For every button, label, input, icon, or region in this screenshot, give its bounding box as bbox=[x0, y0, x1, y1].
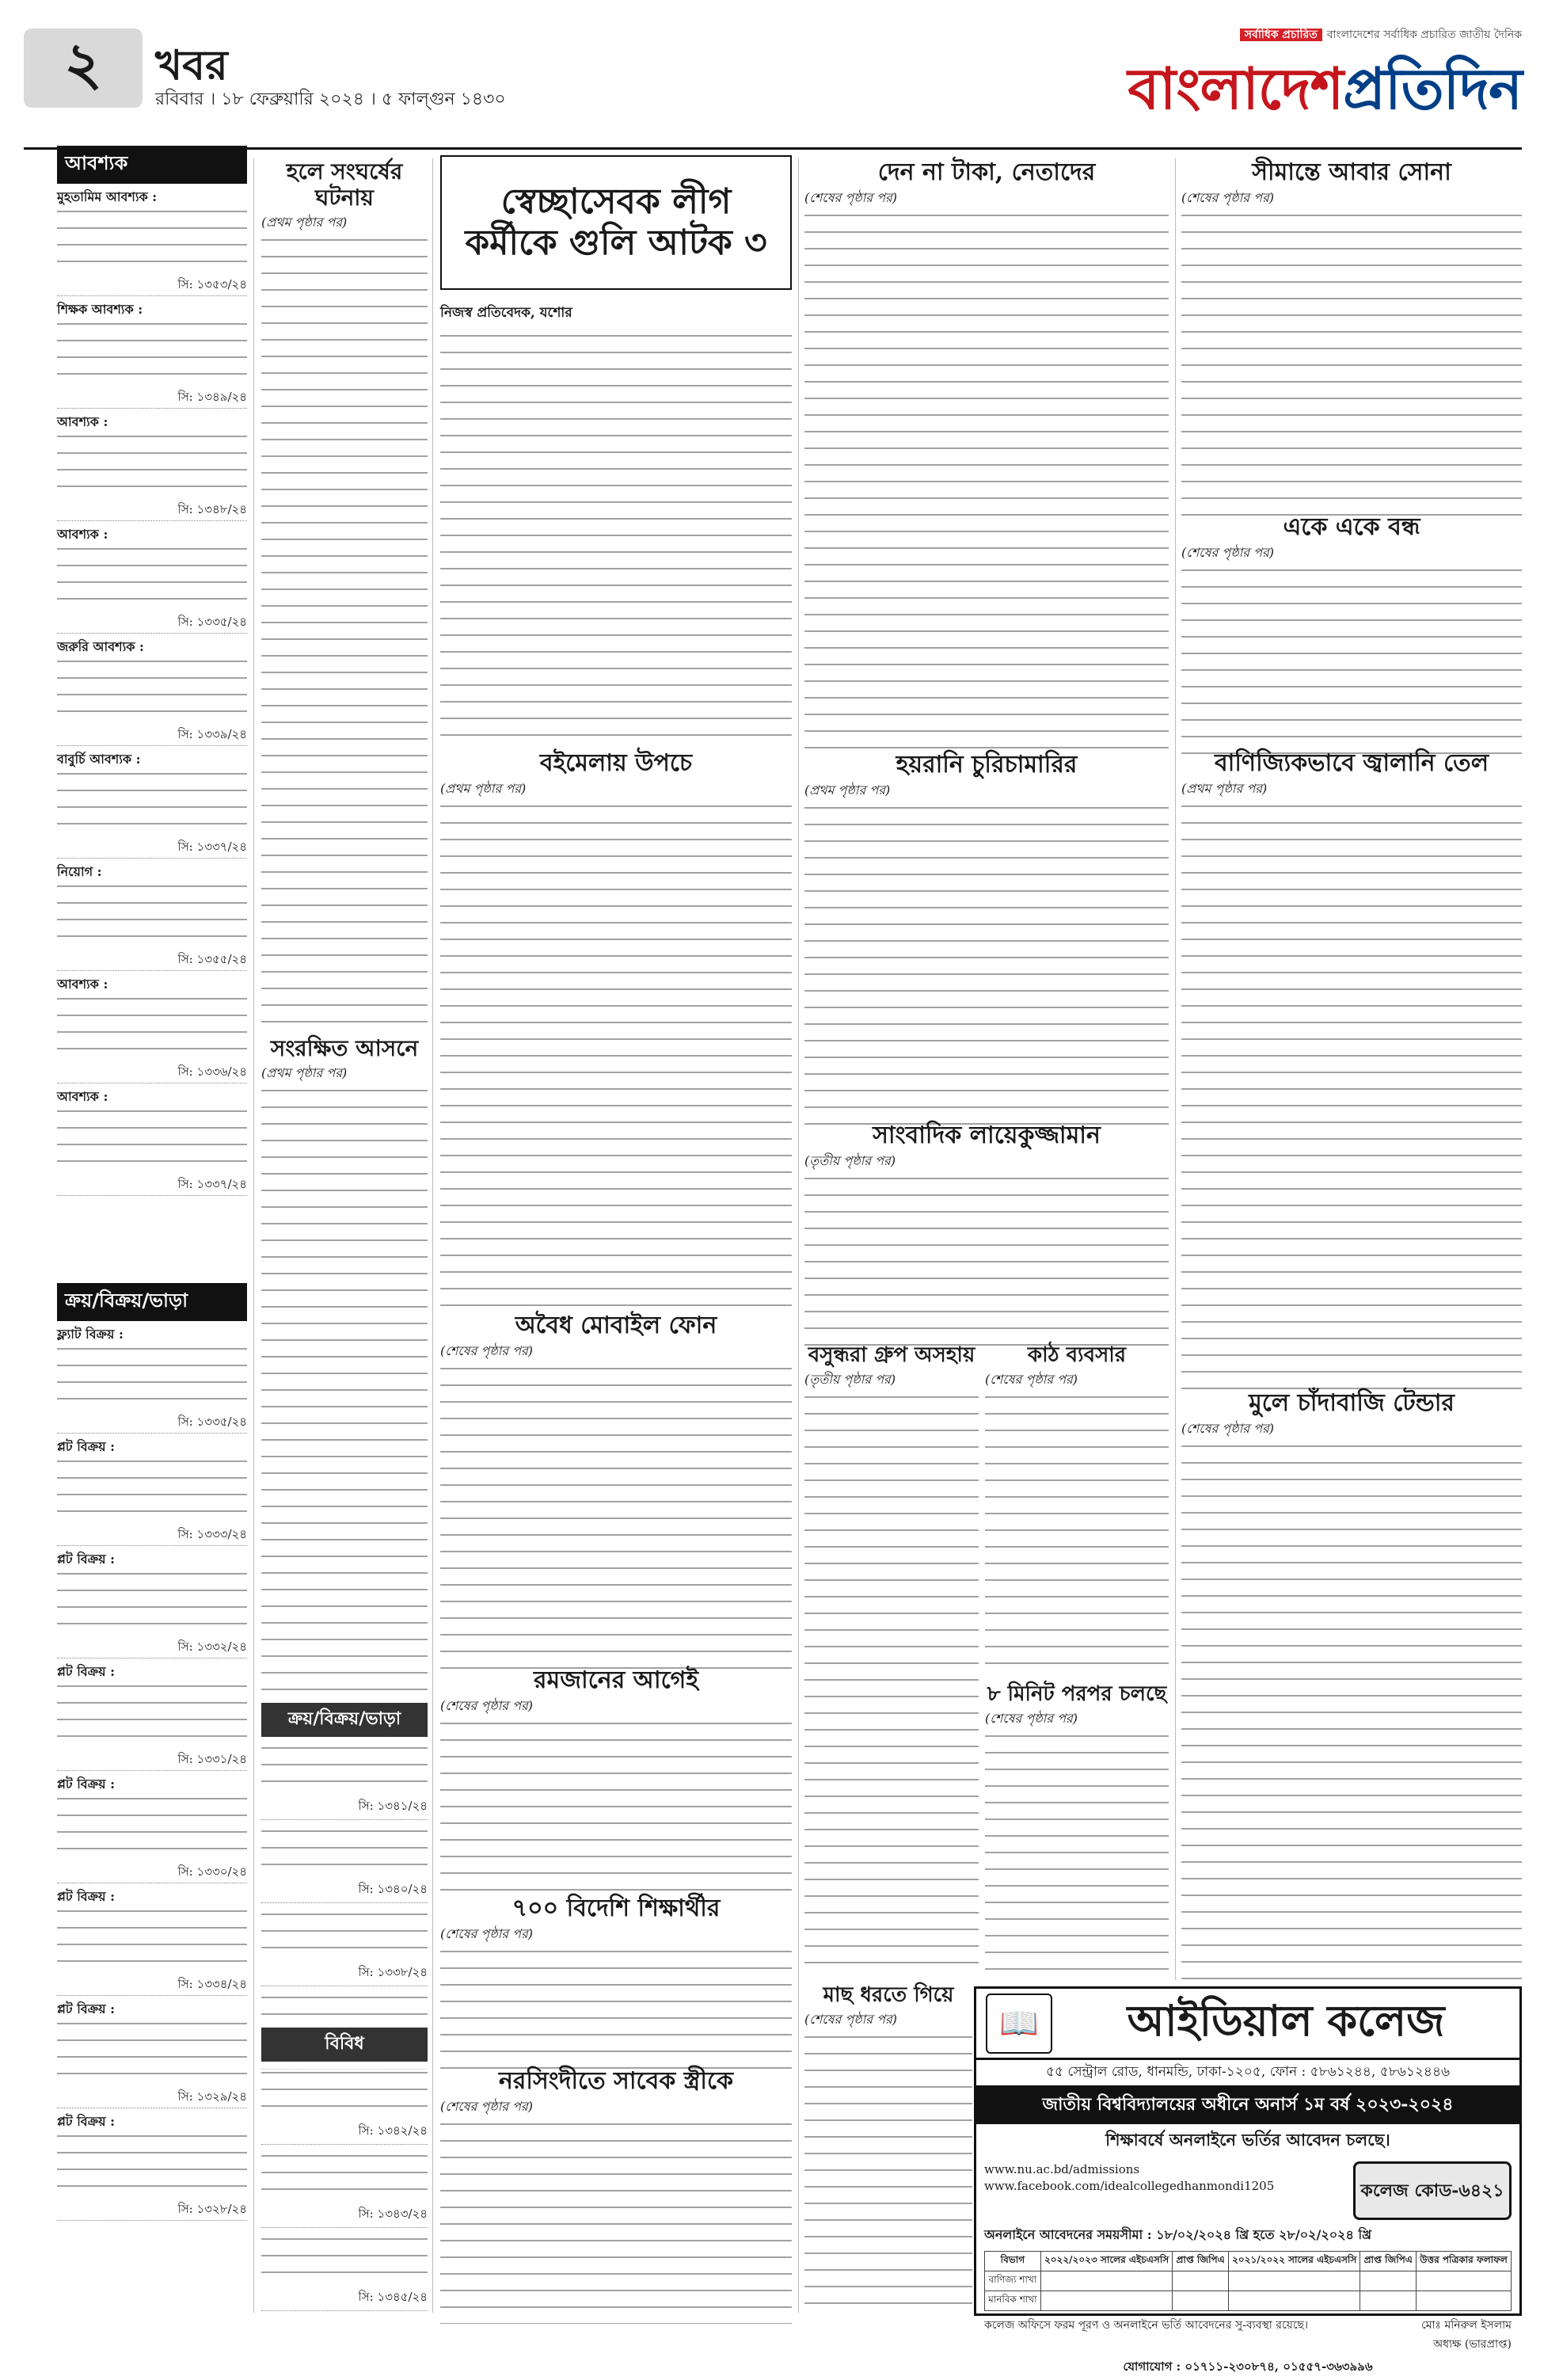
classified-title: বাবুর্চি আবশ্যক : bbox=[57, 752, 141, 767]
ad-table-header-cell: প্রাপ্ত জিপিএ bbox=[1360, 2252, 1417, 2271]
article-byline: নিজস্ব প্রতিবেদক, যশোর bbox=[440, 305, 572, 321]
article-bookfair[interactable] bbox=[440, 749, 792, 1304]
article-continuation: (শেষের পৃষ্ঠার পর) bbox=[985, 1710, 1078, 1726]
classified-code: সি: ১৩৪৩/২৪ bbox=[261, 2205, 428, 2228]
article-continuation: (শেষের পৃষ্ঠার পর) bbox=[1181, 190, 1275, 206]
article-phone[interactable] bbox=[440, 1312, 792, 1660]
principal-title: অধ্যক্ষ (ভারপ্রাপ্ত) bbox=[1433, 2338, 1512, 2351]
article-gold[interactable] bbox=[1181, 158, 1522, 507]
article-headline: সাংবাদিক লায়েকুজ্জামান bbox=[873, 1121, 1101, 1149]
classified-code: সি: ১৩৩৩/২৪ bbox=[57, 1526, 247, 1546]
classified-body bbox=[261, 1742, 428, 1797]
article-headline: বইমেলায় উপচে bbox=[539, 749, 693, 777]
article-body bbox=[1181, 1440, 1522, 1986]
article-headline: রমজানের আগেই bbox=[534, 1666, 698, 1694]
classified-body bbox=[57, 1680, 247, 1751]
classified-title: আবশ্যক : bbox=[57, 977, 108, 992]
ad-table-row bbox=[985, 2271, 1512, 2291]
classified-body bbox=[57, 2017, 247, 2089]
article-one-closed[interactable] bbox=[1181, 513, 1522, 743]
article-headline: বাণিজ্যিকভাবে জ্বালানি তেল bbox=[1214, 749, 1489, 777]
classified-item[interactable] bbox=[57, 1888, 247, 1996]
misc-classified-list bbox=[261, 2066, 428, 2311]
classified-body bbox=[261, 1825, 428, 1880]
classified-code: সি: ১৩৩২/২৪ bbox=[57, 1639, 247, 1658]
classified-body bbox=[57, 2130, 247, 2201]
classified-body bbox=[57, 430, 247, 501]
classified-item[interactable] bbox=[57, 1776, 247, 1883]
header-rule bbox=[24, 147, 1522, 150]
classified-code: সি: ১৩৩৫/২৪ bbox=[57, 1414, 247, 1434]
article-headline: অবৈধ মোবাইল ফোন bbox=[515, 1312, 717, 1339]
lead-headline-box[interactable] bbox=[440, 155, 792, 290]
ad-table-cell bbox=[1228, 2291, 1360, 2311]
classified-title: জরুরি আবশ্যক : bbox=[57, 639, 144, 654]
article-continuation: (শেষের পৃষ্ঠার পর) bbox=[440, 1926, 534, 1942]
article-body bbox=[440, 1362, 792, 1671]
ad-table-cell: মানবিক শাখা bbox=[985, 2291, 1041, 2311]
ad-table-header bbox=[985, 2252, 1512, 2271]
classified-code: সি: ১৩৪২/২৪ bbox=[261, 2122, 428, 2145]
article-harassment[interactable] bbox=[804, 751, 1169, 1115]
article-headline: ৭০০ বিদেশি শিক্ষার্থীর bbox=[511, 1894, 721, 1922]
classified-title: প্লট বিক্রয় : bbox=[57, 2114, 115, 2129]
classified-body bbox=[57, 655, 247, 726]
classified-code: সি: ১৩৪৫/২৪ bbox=[261, 2288, 428, 2311]
admission-banner: জাতীয় বিশ্ববিদ্যালয়ের অধীনে অনার্স ১ম বর্ষ ২০২৩-২০২৪ bbox=[976, 2087, 1519, 2124]
classified-body bbox=[57, 992, 247, 1064]
classified-body bbox=[57, 1905, 247, 1976]
classified-title: প্লট বিক্রয় : bbox=[57, 2001, 115, 2016]
tagline-badge: সর্বাধিক প্রচারিত bbox=[1240, 29, 1322, 41]
masthead-first: বাংলাদেশ bbox=[1128, 55, 1344, 122]
classified-item[interactable] bbox=[57, 1438, 247, 1546]
college-logo-icon: 📖 bbox=[986, 1993, 1052, 2054]
classified-code: সি: ১৩৩০/২৪ bbox=[57, 1864, 247, 1883]
dateline: রবিবার । ১৮ ফেব্রুয়ারি ২০২৪ । ৫ ফাল্গুন ১৪৩০ bbox=[155, 89, 506, 109]
article-continuation: (শেষের পৃষ্ঠার পর) bbox=[440, 1698, 534, 1714]
article-headline: দেন না টাকা, নেতাদের bbox=[877, 158, 1096, 186]
ad-table-header-cell: প্রাপ্ত জিপিএ bbox=[1173, 2252, 1229, 2271]
classified-title: প্লট বিক্রয় : bbox=[57, 1776, 115, 1792]
article-headline: কাঠ ব্যবসার bbox=[1027, 1343, 1127, 1367]
article-body bbox=[804, 209, 1169, 756]
article-timber[interactable] bbox=[985, 1343, 1169, 1676]
classified-body bbox=[261, 2150, 428, 2205]
section-name: খবর bbox=[155, 42, 228, 89]
article-headline: সীমান্তে আবার সোনা bbox=[1252, 158, 1451, 186]
article-bashundhara[interactable] bbox=[804, 1343, 979, 1977]
article-body bbox=[985, 1391, 1169, 1676]
article-headline: বসুন্ধরা গ্রুপ অসহায় bbox=[808, 1343, 975, 1367]
classified-item[interactable] bbox=[57, 2113, 247, 2221]
ad-table-body bbox=[985, 2271, 1512, 2311]
mini-classified-heading: ক্রয়/বিক্রয়/ভাড়া bbox=[261, 1703, 428, 1737]
article-continuation: (শেষের পৃষ্ঠার পর) bbox=[440, 2099, 534, 2115]
masthead-second: প্রতিদিন bbox=[1343, 55, 1522, 122]
classified-title: ফ্ল্যাট বিক্রয় : bbox=[57, 1327, 124, 1342]
classified-code: সি: ১৩৩৭/২৪ bbox=[57, 1176, 247, 1196]
classified-item[interactable] bbox=[57, 863, 247, 971]
article-headline: মুলে চাঁদাবাজি টেন্ডার bbox=[1249, 1389, 1455, 1417]
classified-title: আবশ্যক : bbox=[57, 527, 108, 542]
classified-body bbox=[57, 767, 247, 839]
classified-body bbox=[57, 205, 247, 276]
ad-table-header-cell: ২০২১/২০২২ সালের এইচএসসি bbox=[1228, 2252, 1360, 2271]
article-continuation: (শেষের পৃষ্ঠার পর) bbox=[804, 190, 898, 206]
classified-item[interactable] bbox=[57, 1088, 247, 1196]
classified-code: সি: ১৩২৮/২৪ bbox=[57, 2201, 247, 2221]
article-body bbox=[440, 1717, 792, 1899]
classified-item[interactable] bbox=[57, 2001, 247, 2108]
classified-body bbox=[57, 1105, 247, 1176]
ad-facebook[interactable]: www.facebook.com/idealcollegedhanmondi1205 bbox=[984, 2179, 1275, 2193]
classified-code: সি: ১৩৪৮/২৪ bbox=[57, 501, 247, 521]
college-address: ৫৫ সেন্ট্রাল রোড, ধানমন্ডি, ঢাকা-১২০৫, ফোন : ৫৮৬১২৪৪, ৫৮৬১২৪৪৬ bbox=[976, 2060, 1519, 2087]
classifieds-wanted bbox=[57, 146, 247, 1270]
admission-subbanner: শিক্ষাবর্ষে অনলাইনে ভর্তির আবেদন চলছে। bbox=[1105, 2130, 1390, 2150]
article-jubo bbox=[440, 298, 792, 741]
classified-body bbox=[57, 1342, 247, 1414]
article-body bbox=[440, 329, 792, 741]
article-conflict[interactable] bbox=[261, 158, 428, 1695]
masthead[interactable] bbox=[1101, 24, 1522, 143]
ad-table-header-cell: উত্তর পত্রিকার ফলাফল bbox=[1417, 2252, 1512, 2271]
classified-title: আবশ্যক : bbox=[57, 414, 108, 429]
article-headline: ৮ মিনিট পরপর চলছে bbox=[987, 1682, 1167, 1706]
classified-item[interactable] bbox=[57, 638, 247, 746]
classified-title: মুহতামিম আবশ্যক : bbox=[57, 189, 158, 204]
classified-code: সি: ১৩৫৫/২৪ bbox=[57, 951, 247, 971]
article-fishing[interactable] bbox=[804, 1983, 972, 2313]
classified-title: প্লট বিক্রয় : bbox=[57, 1889, 115, 1904]
classified-item[interactable] bbox=[57, 526, 247, 634]
article-body bbox=[1181, 564, 1522, 754]
article-body bbox=[804, 1172, 1169, 1346]
ad-signature bbox=[1421, 2316, 1512, 2354]
article-body bbox=[804, 802, 1169, 1126]
masthead-title bbox=[1128, 46, 1522, 141]
classified-title: আবশ্যক : bbox=[57, 1089, 108, 1104]
classified-title: প্লট বিক্রয় : bbox=[57, 1552, 115, 1567]
classified-item[interactable] bbox=[57, 413, 247, 521]
ad-notice: কলেজ অফিসে ফরম পূরণ ও অনলাইনে ভর্তি আবেদনের সু-ব্যবস্থা রয়েছে। bbox=[984, 2319, 1308, 2332]
lead-headline: স্বেচ্ছাসেবক লীগ কর্মীকে গুলি আটক ৩ bbox=[465, 181, 767, 263]
ad-table-cell bbox=[1360, 2271, 1417, 2291]
ad-table-header-cell: বিভাগ bbox=[985, 2252, 1041, 2271]
article-body bbox=[1181, 209, 1522, 518]
ad-links bbox=[976, 2158, 1519, 2223]
classifieds-heading: আবশ্যক bbox=[57, 146, 247, 184]
article-ramadan[interactable] bbox=[440, 1666, 792, 1888]
classified-item[interactable] bbox=[57, 751, 247, 859]
column-rule bbox=[432, 158, 433, 2313]
ad-footer bbox=[976, 2314, 1519, 2355]
article-body bbox=[1181, 800, 1522, 1394]
ad-contact: যোগাযোগ : ০১৭১১-২৩০৮৭৪, ০১৫৫৭-৩৬৩৯৯৬ bbox=[1123, 2359, 1373, 2374]
classified-body bbox=[57, 543, 247, 614]
classified-code: সি: ১৩৫৩/২৪ bbox=[57, 276, 247, 296]
classified-title: প্লট বিক্রয় : bbox=[57, 1439, 115, 1454]
article-body bbox=[261, 234, 428, 1026]
ad-table-cell: বাণিজ্য শাখা bbox=[985, 2271, 1041, 2291]
classified-body bbox=[57, 1792, 247, 1864]
ad-table-cell bbox=[1228, 2271, 1360, 2291]
ad-table-cell bbox=[1173, 2271, 1229, 2291]
article-continuation: (প্রথম পৃষ্ঠার পর) bbox=[261, 1065, 348, 1081]
classified-item[interactable] bbox=[57, 188, 247, 296]
article-headline: সংরক্ষিত আসনে bbox=[270, 1035, 419, 1062]
ad-table-cell bbox=[1417, 2291, 1512, 2311]
article-continuation: (শেষের পৃষ্ঠার পর) bbox=[804, 2011, 898, 2027]
ad-website[interactable]: www.nu.ac.bd/admissions bbox=[984, 2162, 1140, 2176]
article-journalist[interactable] bbox=[804, 1121, 1169, 1335]
misc-classified-heading: বিবিধ bbox=[261, 2028, 428, 2062]
article-body bbox=[440, 1945, 792, 2072]
classified-code: সি: ১৩৪০/২৪ bbox=[261, 1880, 428, 1903]
college-code-badge: কলেজ কোড-৬৪২১ bbox=[1353, 2161, 1512, 2220]
classified-body bbox=[261, 2066, 428, 2122]
article-headline: হয়রানি চুরিচামারির bbox=[896, 751, 1078, 779]
article-narsingdi[interactable] bbox=[440, 2067, 792, 2313]
classified-item[interactable] bbox=[57, 976, 247, 1083]
college-name: আইডিয়াল কলেজ bbox=[1127, 1994, 1445, 2046]
article-fuel[interactable] bbox=[1181, 749, 1522, 1383]
masthead-tagline bbox=[1240, 25, 1522, 44]
article-body bbox=[804, 2031, 972, 2316]
article-continuation: (শেষের পৃষ্ঠার পর) bbox=[985, 1371, 1078, 1387]
article-headline: মাছ ধরতে গিয়ে bbox=[823, 1983, 954, 2007]
classified-code: সি: ১৩৩৯/২৪ bbox=[57, 726, 247, 746]
classified-code: সি: ১৩৩৭/২৪ bbox=[57, 839, 247, 859]
classified-code: সি: ১৩৩৮/২৪ bbox=[261, 1963, 428, 1986]
ad-table-row bbox=[985, 2291, 1512, 2311]
classified-body bbox=[57, 1567, 247, 1639]
article-body bbox=[985, 1730, 1169, 1983]
classified-item[interactable] bbox=[57, 1551, 247, 1658]
ad-table-cell bbox=[1360, 2291, 1417, 2311]
article-continuation: (তৃতীয় পৃষ্ঠার পর) bbox=[804, 1153, 896, 1169]
classified-item[interactable] bbox=[57, 301, 247, 409]
classified-title: প্লট বিক্রয় : bbox=[57, 1664, 115, 1679]
column-rule bbox=[253, 158, 254, 2313]
article-body bbox=[804, 1391, 979, 1977]
classified-body bbox=[57, 318, 247, 389]
classified-item[interactable] bbox=[57, 1326, 247, 1434]
ad-deadline: অনলাইনে আবেদনের সময়সীমা : ১৮/০২/২০২৪ খ্রি হতে ২৮/০২/২০২৪ খ্রি bbox=[984, 2227, 1371, 2242]
article-body bbox=[440, 800, 792, 1307]
classifieds-sale-heading: ক্রয়/বিক্রয়/ভাড়া bbox=[57, 1283, 247, 1321]
mini-classified-list bbox=[261, 1742, 428, 2070]
article-continuation: (প্রথম পৃষ্ঠার পর) bbox=[1181, 781, 1268, 797]
column-rule bbox=[1175, 158, 1176, 1980]
article-headline: হলে সংঘর্ষের ঘটনায় bbox=[286, 158, 403, 211]
page-number: ২ bbox=[24, 29, 143, 108]
article-money[interactable] bbox=[804, 158, 1169, 744]
classified-body bbox=[57, 1455, 247, 1526]
article-headline: একে একে বন্ধ bbox=[1283, 513, 1420, 541]
ad-table-cell bbox=[1040, 2291, 1173, 2311]
article-body bbox=[440, 2118, 792, 2324]
article-eight-minutes[interactable] bbox=[985, 1682, 1169, 1983]
article-continuation: (প্রথম পৃষ্ঠার পর) bbox=[440, 781, 527, 797]
classified-body bbox=[261, 1908, 428, 1963]
college-advertisement[interactable] bbox=[974, 1986, 1522, 2374]
article-students[interactable] bbox=[440, 1894, 792, 2061]
article-headline: নরসিংদীতে সাবেক স্ত্রীকে bbox=[498, 2067, 734, 2095]
article-continuation: (শেষের পৃষ্ঠার পর) bbox=[440, 1343, 534, 1359]
classified-body bbox=[261, 2233, 428, 2288]
classifieds-list bbox=[57, 188, 247, 1196]
ad-table-header-cell: ২০২২/২০২৩ সালের এইচএসসি bbox=[1040, 2252, 1173, 2271]
classified-body bbox=[57, 880, 247, 951]
article-continuation: (প্রথম পৃষ্ঠার পর) bbox=[804, 783, 891, 798]
ad-table-cell bbox=[1417, 2271, 1512, 2291]
classifieds-sale-list bbox=[57, 1326, 247, 2221]
tagline-text: বাংলাদেশের সর্বাধিক প্রচারিত জাতীয় দৈনিক bbox=[1326, 29, 1522, 41]
classified-item[interactable] bbox=[57, 1663, 247, 1771]
column-rule bbox=[798, 158, 799, 2313]
article-continuation: (প্রথম পৃষ্ঠার পর) bbox=[261, 215, 348, 230]
classified-code: সি: ১৩৩৪/২৪ bbox=[57, 1976, 247, 1996]
article-continuation: (শেষের পৃষ্ঠার পর) bbox=[1181, 1421, 1275, 1437]
classified-code: সি: ১৩৪৯/২৪ bbox=[57, 389, 247, 409]
classified-code: সি: ১৩২৯/২৪ bbox=[57, 2089, 247, 2108]
ad-header bbox=[976, 1989, 1519, 2060]
article-continuation: (তৃতীয় পৃষ্ঠার পর) bbox=[804, 1371, 896, 1387]
ad-table-cell bbox=[1173, 2291, 1229, 2311]
classified-title: নিয়োগ : bbox=[57, 864, 102, 879]
classifieds-sale bbox=[57, 1283, 247, 2313]
classified-title: শিক্ষক আবশ্যক : bbox=[57, 302, 143, 317]
classified-code: সি: ১৩৩১/২৪ bbox=[57, 1751, 247, 1771]
misc-classified bbox=[261, 2028, 428, 2313]
article-continuation: (শেষের পৃষ্ঠার পর) bbox=[1181, 545, 1275, 561]
article-tender[interactable] bbox=[1181, 1389, 1522, 1975]
article-body bbox=[261, 1084, 428, 1734]
ad-table bbox=[984, 2251, 1512, 2311]
classified-code: সি: ১৩৩৫/২৪ bbox=[57, 614, 247, 634]
classified-code: সি: ১৩৪১/২৪ bbox=[261, 1797, 428, 1820]
principal-name: মোঃ মনিরুল ইসলাম bbox=[1421, 2319, 1512, 2332]
classified-code: সি: ১৩৩৬/২৪ bbox=[57, 1064, 247, 1083]
ad-table-cell bbox=[1040, 2271, 1173, 2291]
